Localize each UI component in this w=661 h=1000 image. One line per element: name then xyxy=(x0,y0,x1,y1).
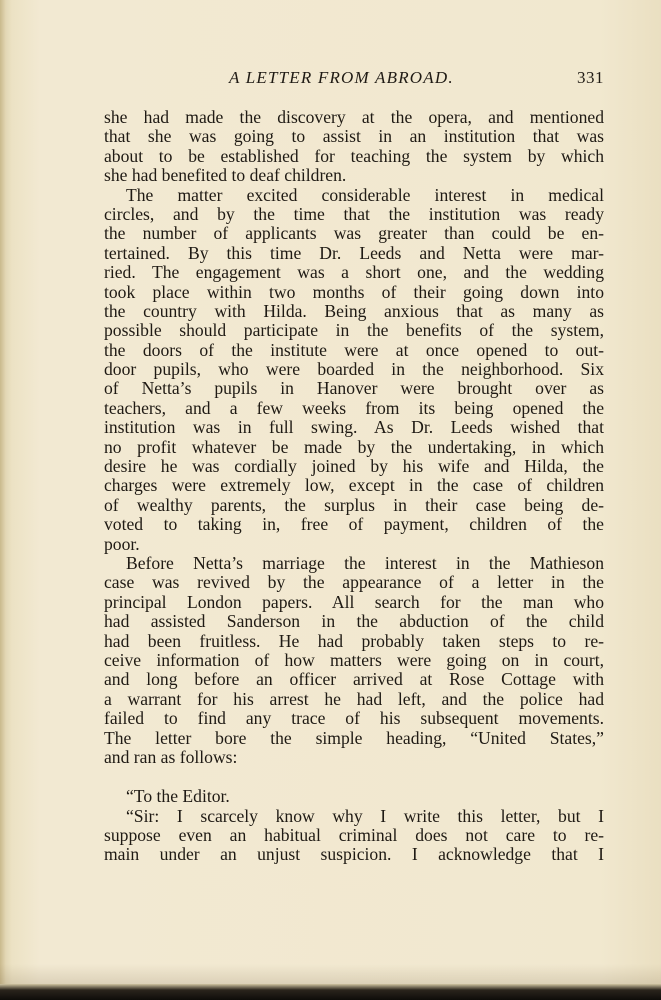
text-line: had assisted Sanderson in the abduction of the child xyxy=(104,611,604,632)
text-line: case was revived by the appearance of a letter in the xyxy=(104,572,604,593)
running-title: A LETTER FROM ABROAD. xyxy=(229,68,454,87)
text-line: ceive information of how matters were going on in court, xyxy=(104,649,604,670)
text-line: institution was in full swing. As Dr. Leeds wished that xyxy=(104,417,604,438)
text-line: failed to find any trace of his subsequent movements. xyxy=(104,708,604,729)
text-line: took place within two months of their going down into xyxy=(104,281,604,302)
letter-salutation: “To the Editor. xyxy=(126,786,230,807)
text-line: no profit whatever be made by the undertaking, in which xyxy=(104,436,604,457)
text-line: and ran as follows: xyxy=(104,746,238,767)
text-line: of wealthy parents, the surplus in their case being de- xyxy=(104,494,604,515)
text-line: charges were extremely low, except in the case of children xyxy=(104,475,604,496)
text-line: poor. xyxy=(104,533,140,554)
text-line: Before Netta’s marriage the interest in the Mathieson xyxy=(126,552,604,573)
page-bottom-shadow xyxy=(0,964,661,984)
text-line: she had benefited to deaf children. xyxy=(104,165,347,186)
text-line: she had made the discovery at the opera, and mentioned xyxy=(104,107,604,127)
text-line: main under an unjust suspicion. I acknowledge that I xyxy=(104,844,604,865)
text-line: possible should participate in the benefits of the system, xyxy=(104,320,604,341)
page-number: 331 xyxy=(577,68,604,87)
text-line: principal London papers. All search for the man who xyxy=(104,591,604,612)
text-line: suppose even an habitual criminal does not care to re- xyxy=(104,825,604,846)
text-line: circles, and by the time that the institution was ready xyxy=(104,203,604,224)
text-line: a warrant for his arrest he had left, and the police had xyxy=(104,688,604,709)
text-line: about to be established for teaching the system by which xyxy=(104,145,604,166)
text-line: and long before an officer arrived at Rose Cottage with xyxy=(104,669,604,690)
text-line: desire he was cordially joined by his wife and Hilda, the xyxy=(104,456,604,477)
text-line: the doors of the institute were at once opened to out- xyxy=(104,339,604,360)
text-line: ried. The engagement was a short one, and the wedding xyxy=(104,262,604,283)
text-line: tertained. By this time Dr. Leeds and Netta were mar- xyxy=(104,242,604,263)
text-line: teachers, and a few weeks from its being opened the xyxy=(104,397,604,418)
paragraph-gap xyxy=(104,767,604,787)
text-line: the country with Hilda. Being anxious that as many as xyxy=(104,300,604,321)
page-binding-edge xyxy=(0,0,6,1000)
scan-bottom-edge xyxy=(0,984,661,1000)
text-line: The letter bore the simple heading, “United States,” xyxy=(104,727,604,748)
text-line: voted to taking in, free of payment, children of the xyxy=(104,514,604,535)
text-line: The matter excited considerable interest in medical xyxy=(126,184,604,205)
text-line: door pupils, who were boarded in the neighborhood. Six xyxy=(104,359,604,380)
text-line: that she was going to assist in an institution that was xyxy=(104,126,604,147)
text-line: the number of applicants was greater than could be en- xyxy=(104,223,604,244)
text-line: had been fruitless. He had probably taken steps to re- xyxy=(104,630,604,651)
page-header xyxy=(104,68,604,92)
text-line: “Sir: I scarcely know why I write this letter, but I xyxy=(126,805,604,826)
body-text xyxy=(104,108,604,865)
text-line: of Netta’s pupils in Hanover were brought over as xyxy=(104,378,604,399)
